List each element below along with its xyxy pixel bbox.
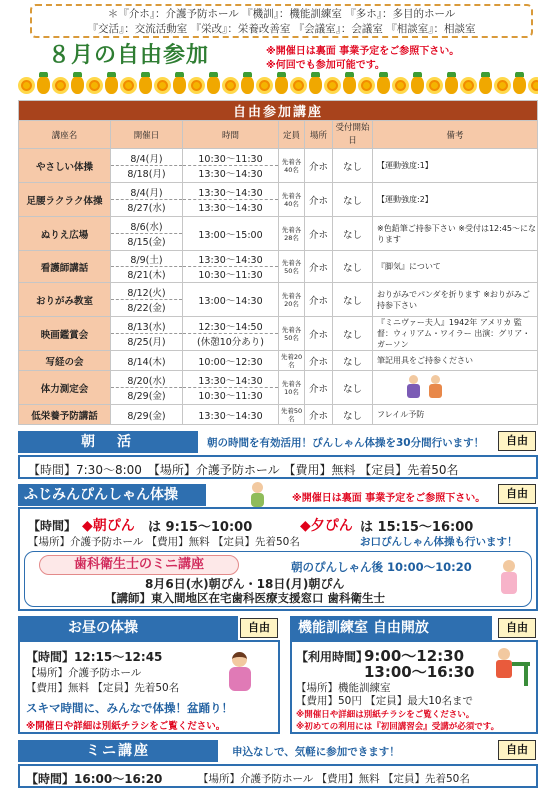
mini-info: 【場所】介護予防ホール 【費用】無料 【定員】先着50名	[198, 773, 470, 785]
col-header: 受付開始日	[333, 121, 373, 149]
course-note: 筆記用具をご持参ください	[373, 351, 538, 371]
course-dates: 8/29(金)	[111, 405, 183, 425]
pineapple-icon	[37, 76, 50, 94]
legend-line-2: 『交活』：交流活動室 『栄改』：栄養改善室 『会議室』：会議室 『相談室』：相談室	[87, 23, 476, 35]
pineapple-icon	[105, 76, 118, 94]
flower-border	[18, 72, 538, 98]
sunflower-icon	[426, 77, 443, 94]
table-header-row	[19, 121, 538, 149]
course-dates: 8/4(月) 8/18(月)	[111, 149, 183, 183]
course-place: 介ホ	[305, 351, 333, 371]
lunch-time: 【時間】12:15～12:45	[26, 650, 163, 664]
course-name: ぬりえ広場	[19, 217, 111, 251]
legend-box	[30, 4, 533, 38]
asa-box	[18, 455, 538, 479]
oral-exercise-note: お口ぴんしゃん体操も行います！	[360, 536, 518, 548]
fuji-time-label: 【時間】	[28, 519, 77, 533]
repeat-note: ※何回でも参加可能です。	[266, 60, 385, 71]
pineapple-icon	[241, 76, 254, 94]
mini-box	[18, 764, 538, 788]
sunflower-icon	[18, 77, 35, 94]
table-row	[19, 217, 538, 251]
free-badge: 自由	[240, 618, 278, 638]
sunflower-icon	[358, 77, 375, 94]
course-capacity: 先着各40名	[279, 149, 305, 183]
fuji-info: 【場所】介護予防ホール 【費用】無料 【定員】先着50名	[28, 536, 300, 548]
course-name: 看護師講話	[19, 251, 111, 283]
pineapple-icon	[479, 76, 492, 94]
kikun-time-label: 【利用時間】	[296, 650, 369, 664]
asapin-label: ◆朝ぴん	[82, 518, 135, 534]
table-title: 自由参加講座	[19, 101, 538, 121]
sunflower-icon	[222, 77, 239, 94]
course-note: 【運動強度:1】	[373, 149, 538, 183]
lunch-slogan: スキマ時間に、みんなで体操！盆踊り！	[26, 701, 233, 715]
course-dates: 8/20(水) 8/29(金)	[111, 371, 183, 405]
course-time: 10:00～12:30	[183, 351, 279, 371]
col-header: 場所	[305, 121, 333, 149]
course-name: 体力測定会	[19, 371, 111, 405]
course-capacity: 先着各40名	[279, 183, 305, 217]
course-dates: 8/13(水) 8/25(月)	[111, 317, 183, 351]
course-dates: 8/9(土) 8/21(木)	[111, 251, 183, 283]
fuji-note: ※開催日は裏面 事業予定をご参照下さい。	[292, 493, 486, 504]
course-time: 10:30～11:30 13:30～14:30	[183, 149, 279, 183]
sunflower-icon	[324, 77, 341, 94]
table-row	[19, 351, 538, 371]
course-place: 介ホ	[305, 183, 333, 217]
free-badge: 自由	[498, 618, 536, 638]
course-start: なし	[333, 317, 373, 351]
kikun-note-2: ※初めての利用には『初回講習会』受講が必須です。	[296, 722, 500, 732]
course-dates: 8/12(火) 8/22(金)	[111, 283, 183, 317]
pineapple-icon	[411, 76, 424, 94]
course-time: 13:30～14:30 10:30～11:30	[183, 251, 279, 283]
course-table	[18, 100, 538, 425]
course-place: 介ホ	[305, 251, 333, 283]
course-time: 13:30～14:30 10:30～11:30	[183, 371, 279, 405]
kikun-time-am: 9:00～12:30	[364, 647, 465, 665]
table-row	[19, 317, 538, 351]
sunflower-icon	[188, 77, 205, 94]
dental-lecturer: 【講師】東入間地区在宅歯科医療支援窓口 歯科衛生士	[105, 591, 386, 605]
table-row	[19, 371, 538, 405]
lunch-place: 【場所】介護予防ホール	[26, 667, 142, 679]
course-start: なし	[333, 283, 373, 317]
pineapple-icon	[71, 76, 84, 94]
course-capacity: 先着各10名	[279, 371, 305, 405]
course-time: 12:30～14:50 (休憩10分あり)	[183, 317, 279, 351]
asa-message: 朝の時間を有効活用！ぴんしゃん体操を30分間行います！	[207, 437, 485, 449]
asa-info: 【時間】7:30～8:00 【場所】介護予防ホール 【費用】無料 【定員】先着50名	[28, 463, 459, 477]
course-name: おりがみ教室	[19, 283, 111, 317]
col-header: 講座名	[19, 121, 111, 149]
legend-line-1: ＊『介ホ』：介護予防ホール 『機訓』：機能訓練室 『多ホ』：多目的ホール	[107, 8, 456, 20]
pineapple-icon	[513, 76, 526, 94]
course-capacity: 先着各50名	[279, 251, 305, 283]
table-row	[19, 149, 538, 183]
col-header: 定員	[279, 121, 305, 149]
free-badge: 自由	[498, 740, 536, 760]
free-badge: 自由	[498, 484, 536, 504]
course-capacity: 先着50名	[279, 405, 305, 425]
course-place: 介ホ	[305, 371, 333, 405]
course-name: 写経の会	[19, 351, 111, 371]
yupin-time: は 15:15～16:00	[360, 520, 474, 535]
col-header: 備考	[373, 121, 538, 149]
course-capacity: 先着各20名	[279, 283, 305, 317]
course-start: なし	[333, 371, 373, 405]
sunflower-icon	[256, 77, 273, 94]
sunflower-icon	[460, 77, 477, 94]
course-place: 介ホ	[305, 283, 333, 317]
mini-time: 【時間】16:00～16:20	[26, 772, 163, 786]
course-note: 『脚気』について	[373, 251, 538, 283]
course-time: 13:30～14:30	[183, 405, 279, 425]
course-start: なし	[333, 405, 373, 425]
pineapple-icon	[309, 76, 322, 94]
course-name: 低栄養予防講話	[19, 405, 111, 425]
course-name: 映画鑑賞会	[19, 317, 111, 351]
course-capacity: 先着20名	[279, 351, 305, 371]
dental-dates: 8月6日(水)朝ぴん・18日(月)朝ぴん	[145, 577, 345, 591]
sunflower-icon	[494, 77, 511, 94]
fuji-title-bar: ふじみんぴんしゃん体操	[18, 484, 206, 506]
sunflower-icon	[154, 77, 171, 94]
kikun-title-bar: 機能訓練室 自由開放	[290, 616, 492, 640]
course-start: なし	[333, 217, 373, 251]
course-capacity: 先着各50名	[279, 317, 305, 351]
pineapple-icon	[139, 76, 152, 94]
course-time: 13:30～14:30 13:30～14:30	[183, 183, 279, 217]
dental-title: 歯科衛生士のミニ講座	[39, 555, 239, 575]
course-start: なし	[333, 183, 373, 217]
yupin-label: ◆夕ぴん	[300, 518, 353, 534]
pineapple-icon	[173, 76, 186, 94]
exercise-figures-icon	[407, 375, 447, 399]
table-row	[19, 283, 538, 317]
dental-box	[24, 551, 532, 607]
pineapple-icon	[445, 76, 458, 94]
kikun-place: 【場所】機能訓練室	[296, 682, 391, 694]
table-row	[19, 251, 538, 283]
sunflower-icon	[290, 77, 307, 94]
asapin-time: は 9:15～10:00	[148, 520, 253, 535]
course-start: なし	[333, 251, 373, 283]
col-header: 開催日	[111, 121, 183, 149]
course-start: なし	[333, 149, 373, 183]
lunch-note: ※開催日や詳細は別紙チラシをご覧ください。	[26, 721, 226, 732]
course-dates: 8/6(水) 8/15(金)	[111, 217, 183, 251]
course-note: フレイル予防	[373, 405, 538, 425]
asa-title-bar: 朝 活	[18, 431, 198, 453]
table-row	[19, 183, 538, 217]
col-header: 時間	[183, 121, 279, 149]
pineapple-icon	[275, 76, 288, 94]
course-note: 【運動強度:2】	[373, 183, 538, 217]
dental-hygienist-icon	[495, 560, 523, 600]
lunch-title-bar: お昼の体操	[18, 616, 238, 640]
kikun-fee: 【費用】50円 【定員】最大10名まで	[296, 695, 474, 707]
pineapple-icon	[377, 76, 390, 94]
kikun-box	[290, 640, 538, 734]
sunflower-icon	[86, 77, 103, 94]
course-time: 13:00～15:00	[183, 217, 279, 251]
course-start: なし	[333, 351, 373, 371]
course-name: 足腰ラクラク体操	[19, 183, 111, 217]
sunflower-icon	[392, 77, 409, 94]
pineapple-icon	[343, 76, 356, 94]
mini-title-bar: ミニ講座	[18, 740, 218, 762]
course-dates: 8/4(月) 8/27(水)	[111, 183, 183, 217]
course-note	[373, 371, 538, 405]
course-name: やさしい体操	[19, 149, 111, 183]
course-dates: 8/14(木)	[111, 351, 183, 371]
dancer-icon	[220, 652, 260, 696]
free-badge: 自由	[498, 431, 536, 451]
sunflower-icon	[52, 77, 69, 94]
dental-time: 朝のぴんしゃん後 10:00～10:20	[291, 560, 472, 574]
sunflower-icon	[528, 77, 538, 94]
course-place: 介ホ	[305, 149, 333, 183]
mini-message: 申込なしで、気軽に参加できます！	[232, 746, 400, 758]
kikun-note-1: ※開催日や詳細は別紙チラシをご覧ください。	[296, 710, 475, 720]
table-row	[19, 405, 538, 425]
course-note: ※色鉛筆ご持参下さい ※受付は12:45～になります	[373, 217, 538, 251]
course-capacity: 先着各28名	[279, 217, 305, 251]
sunflower-icon	[120, 77, 137, 94]
course-note: 『ミニヴァー夫人』1942年 アメリカ 監督：ウィリアム・ワイラー 出演：グリア・ガーソン	[373, 317, 538, 351]
pineapple-icon	[207, 76, 220, 94]
fuji-box	[18, 507, 538, 611]
kikun-time-pm: 13:00～16:30	[364, 663, 475, 681]
course-place: 介ホ	[305, 405, 333, 425]
page-title: ８月の自由参加	[48, 43, 210, 68]
training-machine-icon	[492, 646, 534, 690]
schedule-note: ※開催日は裏面 事業予定をご参照下さい。	[266, 46, 460, 57]
course-time: 13:00～14:30	[183, 283, 279, 317]
lunch-box	[18, 640, 280, 734]
course-place: 介ホ	[305, 217, 333, 251]
course-note: おりがみでパンダを折ります ※おりがみご持参下さい	[373, 283, 538, 317]
course-place: 介ホ	[305, 317, 333, 351]
lunch-fee: 【費用】無料 【定員】先着50名	[26, 682, 180, 694]
